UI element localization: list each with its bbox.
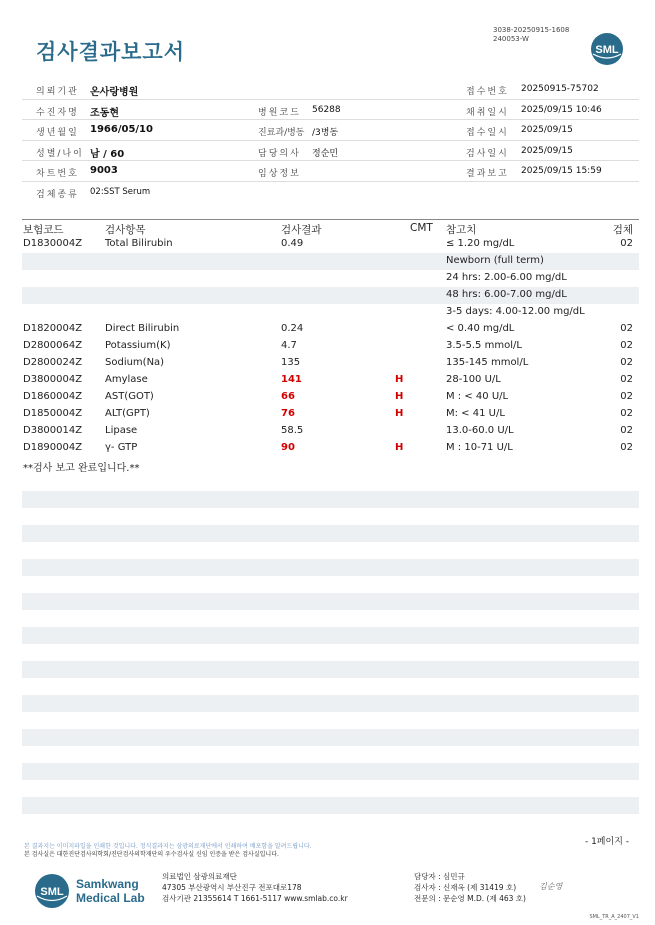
cell-code: D3800004Z	[23, 374, 83, 385]
info-row-3	[22, 120, 639, 141]
staff-manager: 담당자 : 심민규	[414, 872, 465, 881]
cell-ref: M: < 41 U/L	[446, 408, 505, 419]
doc-number-line-2: 240053-W	[493, 35, 529, 43]
table-row	[22, 406, 639, 423]
doctor-value: 정순민	[312, 148, 339, 159]
cell-result: 90	[281, 442, 295, 453]
sex-age-value: 남 / 60	[90, 148, 125, 160]
info-row-1	[22, 79, 639, 100]
table-row	[22, 372, 639, 389]
cell-specimen: 02	[620, 357, 633, 368]
brand-line-2: Medical Lab	[76, 891, 145, 905]
empty-row	[22, 746, 639, 763]
collected-label: 채취일시	[466, 107, 509, 118]
clinical-label: 임상정보	[258, 169, 301, 179]
dept-value: /3병동	[312, 128, 339, 138]
cell-code: D1850004Z	[23, 408, 83, 419]
cell-code: D1830004Z	[23, 238, 83, 249]
dept-label: 진료과/병동	[258, 128, 305, 138]
table-row	[22, 355, 639, 372]
header-specimen: 검체	[612, 224, 633, 236]
foundation-name: 의료법인 삼광의료재단	[162, 872, 237, 881]
cell-ref: ≤ 1.20 mg/dL	[446, 238, 515, 249]
table-row	[22, 287, 639, 304]
cell-specimen: 02	[620, 442, 633, 453]
cell-result: 4.7	[281, 340, 297, 351]
cell-result: 76	[281, 408, 295, 419]
reported-label: 결과보고	[466, 169, 509, 179]
cell-code: D3800014Z	[23, 425, 83, 436]
cell-code: D1820004Z	[23, 323, 83, 334]
empty-row	[22, 474, 639, 491]
cell-item: γ- GTP	[105, 442, 138, 453]
specimen-label: 검체종류	[36, 189, 79, 200]
empty-row	[22, 644, 639, 661]
chart-label: 차트번호	[36, 169, 79, 179]
cell-cmt: H	[395, 374, 404, 385]
header-code: 보험코드	[23, 224, 64, 236]
cell-item: Potassium(K)	[105, 340, 171, 351]
header-result: 검사결과	[281, 224, 322, 236]
cell-item: Amylase	[105, 374, 148, 385]
cell-specimen: 02	[620, 425, 633, 436]
table-row	[22, 389, 639, 406]
cell-result: 0.49	[281, 238, 304, 249]
cell-ref: < 0.40 mg/dL	[446, 323, 515, 334]
cell-specimen: 02	[620, 374, 633, 385]
results-table-header	[22, 219, 639, 236]
table-row	[22, 338, 639, 355]
empty-row	[22, 627, 639, 644]
sml-footer-logo-icon	[34, 873, 70, 909]
institution-label: 의뢰기관	[36, 87, 79, 97]
cell-result: 0.24	[281, 323, 304, 334]
svg-text:SML: SML	[40, 886, 64, 898]
cell-ref: 13.0-60.0 U/L	[446, 425, 514, 436]
staff-specialist: 전문의 : 문순영 M.D. (제 463 호)	[414, 894, 526, 903]
table-row	[22, 423, 639, 440]
cell-item: Direct Bilirubin	[105, 323, 180, 334]
table-row	[22, 440, 639, 457]
specimen-value: 02:SST Serum	[90, 186, 151, 197]
chart-value: 9003	[90, 165, 118, 176]
patient-value: 조동현	[90, 107, 119, 119]
empty-row	[22, 729, 639, 746]
hospital-code-label: 병원코드	[258, 107, 301, 118]
table-row	[22, 253, 639, 270]
cell-cmt: H	[395, 391, 404, 402]
footer-notice	[24, 843, 312, 859]
empty-row	[22, 712, 639, 729]
cell-ref: M : < 40 U/L	[446, 391, 509, 402]
foundation-info	[162, 871, 348, 904]
sml-logo-icon	[590, 32, 624, 66]
sex-age-label: 성별/나이	[36, 148, 84, 159]
empty-row	[22, 695, 639, 712]
dob-value: 1966/05/10	[90, 124, 153, 135]
patient-label: 수진자명	[36, 107, 79, 118]
empty-row	[22, 593, 639, 610]
foundation-contact: 검사기관 21355614 T 1661-5117 www.smlab.co.kr	[162, 894, 348, 903]
cell-item: Lipase	[105, 425, 138, 436]
cell-specimen: 02	[620, 238, 633, 249]
svg-text:SML: SML	[595, 44, 619, 56]
empty-row	[22, 491, 639, 508]
results-table-body	[22, 236, 639, 831]
cell-ref: 3.5-5.5 mmol/L	[446, 340, 522, 351]
cell-code: D2800024Z	[23, 357, 83, 368]
info-row-2	[22, 100, 639, 121]
cell-ref: 24 hrs: 2.00-6.00 mg/dL	[446, 272, 567, 283]
table-row	[22, 321, 639, 338]
staff-tester: 검사자 : 신재옥 (제 31419 호)	[414, 883, 517, 892]
cell-ref: 48 hrs: 6.00-7.00 mg/dL	[446, 289, 567, 300]
footer-logo	[34, 873, 145, 913]
signature: 김순영	[539, 882, 563, 891]
foundation-address: 47305 부산광역시 부산진구 전포대로178	[162, 883, 302, 892]
info-row-4	[22, 141, 639, 162]
cell-code: D2800064Z	[23, 340, 83, 351]
cell-ref: 28-100 U/L	[446, 374, 501, 385]
cell-ref: M : 10-71 U/L	[446, 442, 513, 453]
cell-specimen: 02	[620, 340, 633, 351]
document-number	[493, 26, 569, 44]
empty-row	[22, 508, 639, 525]
brand-line-1: Samkwang	[76, 877, 139, 891]
empty-row	[22, 525, 639, 542]
cell-specimen: 02	[620, 391, 633, 402]
cell-item: Sodium(Na)	[105, 357, 165, 368]
institution-value: 온사랑병원	[90, 87, 139, 98]
received-value: 2025/09/15	[521, 125, 573, 135]
doctor-label: 담당의사	[258, 148, 301, 159]
empty-row	[22, 763, 639, 780]
cell-item: Total Bilirubin	[105, 238, 173, 249]
receipt-no-label: 접수번호	[466, 87, 509, 97]
dob-label: 생년월일	[36, 128, 79, 138]
empty-row	[22, 542, 639, 559]
cell-specimen: 02	[620, 323, 633, 334]
end-note: **검사 보고 완료입니다.**	[23, 463, 140, 474]
results-table	[22, 219, 639, 831]
doc-number-line-1: 3038-20250915-1608	[493, 26, 570, 34]
cell-ref: 3-5 days: 4.00-12.00 mg/dL	[446, 306, 585, 317]
cell-result: 141	[281, 374, 302, 385]
empty-row	[22, 559, 639, 576]
cell-code: D1860004Z	[23, 391, 83, 402]
cell-result: 135	[281, 357, 301, 368]
table-row	[22, 304, 639, 321]
tested-label: 검사일시	[466, 148, 509, 159]
report-complete-note	[22, 457, 639, 474]
table-row	[22, 270, 639, 287]
cell-code: D1890004Z	[23, 442, 83, 453]
info-row-6	[22, 182, 639, 203]
tested-value: 2025/09/15	[521, 145, 573, 156]
empty-row	[22, 797, 639, 814]
header-ref: 참고치	[446, 224, 477, 236]
cell-ref: 135-145 mmol/L	[446, 357, 529, 368]
empty-row	[22, 661, 639, 678]
patient-info	[22, 79, 639, 202]
received-label: 접수일시	[466, 128, 509, 138]
empty-row	[22, 678, 639, 695]
empty-row	[22, 610, 639, 627]
cell-ref: Newborn (full term)	[446, 255, 544, 266]
cell-result: 66	[281, 391, 295, 402]
empty-row	[22, 576, 639, 593]
info-row-5	[22, 161, 639, 182]
cell-result: 58.5	[281, 425, 304, 436]
staff-info	[414, 871, 526, 904]
receipt-no-value: 20250915-75702	[521, 84, 599, 94]
header-item: 검사항목	[105, 224, 146, 236]
collected-value: 2025/09/15 10:46	[521, 104, 602, 115]
form-code: SML_TR_A_2407_V1	[589, 914, 639, 920]
header-cmt: CMT	[410, 222, 433, 234]
cell-item: ALT(GPT)	[105, 408, 150, 419]
cell-specimen: 02	[620, 408, 633, 419]
empty-row	[22, 814, 639, 831]
cell-cmt: H	[395, 408, 404, 419]
cell-item: AST(GOT)	[105, 391, 154, 402]
report-title: 검사결과보고서	[36, 40, 186, 64]
brand-name	[76, 877, 145, 905]
empty-row	[22, 780, 639, 797]
table-row	[22, 236, 639, 253]
notice-accreditation: 본 검사실은 대한진단검사의학회/진단검사의학재단의 우수검사실 신임 인증을 받은 검사실입니다.	[24, 851, 279, 858]
page-number: - 1페이지 -	[584, 837, 629, 847]
hospital-code-value: 56288	[312, 104, 341, 115]
reported-value: 2025/09/15 15:59	[521, 166, 602, 176]
cell-cmt: H	[395, 442, 404, 453]
notice-image-copy: 본 결과지는 이미지파일을 인쇄한 것입니다. 정식결과지는 삼광의료재단에서 인쇄하여 배포함을 알려드립니다.	[24, 843, 312, 850]
